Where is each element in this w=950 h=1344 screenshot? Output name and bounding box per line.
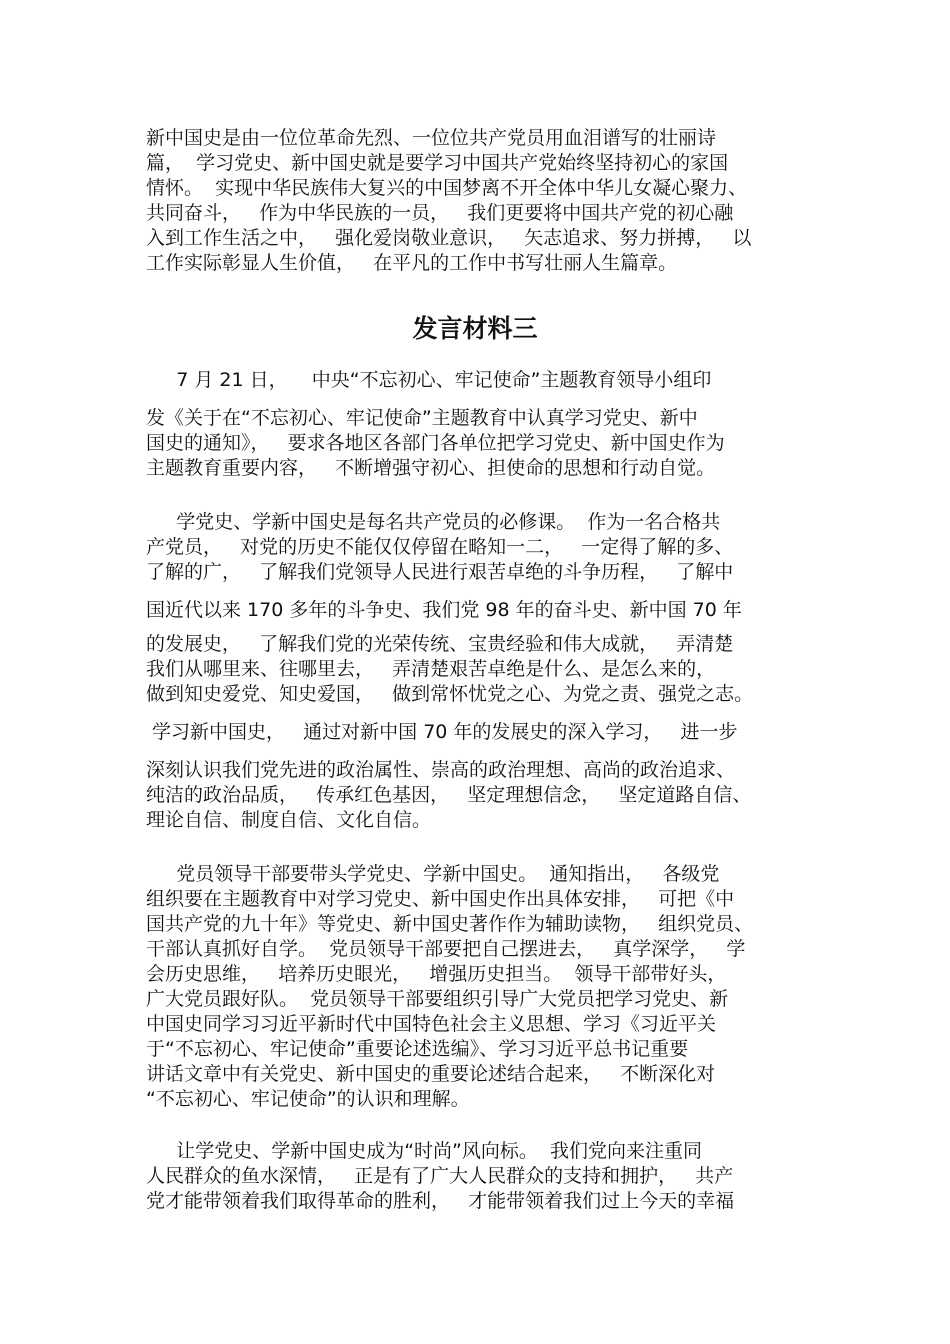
text-line: 中国史同学习习近平新时代中国特色社会主义思想、学习《习近平关 [146, 1013, 717, 1035]
text-line: 共同奋斗， 作为中华民族的一员， 我们更要将中国共产党的初心融 [146, 202, 734, 224]
text-line: 于“不忘初心、牢记使命”重要论述选编》、学习习近平总书记重要 [146, 1038, 689, 1060]
text-line: 国共产党的九十年》等党史、新中国史著作作为辅助读物， 组织党员、 [146, 913, 754, 935]
text-line: 国近代以来 170 多年的斗争史、我们党 98 年的奋斗史、新中国 70 年 [146, 599, 742, 621]
text-line: 理论自信、制度自信、文化自信。 [146, 809, 432, 831]
text-line: 纯洁的政治品质， 传承红色基因， 坚定理想信念， 坚定道路自信、 [146, 784, 752, 806]
text-line: 主题教育重要内容， 不断增强守初心、担使命的思想和行动自觉。 [146, 457, 716, 479]
text-line: 新中国史是由一位位革命先烈、一位位共产党员用血泪谱写的壮丽诗 [146, 127, 717, 149]
text-line: 入到工作生活之中， 强化爱岗敬业意识， 矢志追求、努力拼搏， 以 [146, 227, 752, 249]
text-line: 工作实际彰显人生价值， 在平凡的工作中书写壮丽人生篇章。 [146, 252, 678, 274]
text-line: 我们从哪里来、往哪里去， 弄清楚艰苦卓绝是什么、是怎么来的， [146, 658, 716, 680]
text-line: 人民群众的鱼水深情， 正是有了广大人民群众的支持和拥护， 共产 [146, 1165, 734, 1187]
text-line: 讲话文章中有关党史、新中国史的重要论述结合起来， 不断深化对 [146, 1063, 716, 1085]
section-heading: 发言材料三 [412, 314, 538, 343]
text-line: 做到知史爱党、知史爱国， 做到常怀忧党之心、为党之责、强党之志。 [146, 683, 754, 705]
text-line: 发《关于在“不忘初心、牢记使命”主题教育中认真学习党史、新中 [146, 407, 698, 429]
text-line: 篇， 学习党史、新中国史就是要学习中国共产党始终坚持初心的家国 [146, 152, 729, 174]
text-line: 党员领导干部要带头学党史、学新中国史。 通知指出， 各级党 [146, 863, 720, 885]
text-line: 会历史思维， 培养历史眼光， 增强历史担当。 领导干部带好头， [146, 963, 727, 985]
text-line: 的发展史， 了解我们党的光荣传统、宝贵经验和伟大成就， 弄清楚 [146, 633, 734, 655]
text-line: 干部认真抓好自学。 党员领导干部要把自己摆进去， 真学深学， 学 [146, 938, 746, 960]
text-line: 组织要在主题教育中对学习党史、新中国史作出具体安排， 可把《中 [146, 888, 735, 910]
text-line: 了解的广， 了解我们党领导人民进行艰苦卓绝的斗争历程， 了解中 [146, 561, 734, 583]
text-line: 学党史、学新中国史是每名共产党员的必修课。 作为一名合格共 [146, 511, 721, 533]
text-line: 7 月 21 日， 中央“不忘初心、牢记使命”主题教育领导小组印 [146, 369, 712, 391]
text-line: 产党员， 对党的历史不能仅仅停留在略知一二， 一定得了解的多、 [146, 536, 734, 558]
text-line: 让学党史、学新中国史成为“时尚”风向标。 我们党向来注重同 [146, 1140, 702, 1162]
text-line: “不忘初心、牢记使命”的认识和理解。 [146, 1088, 470, 1110]
text-line: 国史的通知》， 要求各地区各部门各单位把学习党史、新中国史作为 [146, 432, 725, 454]
text-line: 学习新中国史， 通过对新中国 70 年的发展史的深入学习， 进一步 [146, 721, 738, 743]
text-line: 党才能带领着我们取得革命的胜利， 才能带领着我们过上今天的幸福 [146, 1190, 735, 1212]
text-line: 深刻认识我们党先进的政治属性、崇高的政治理想、高尚的政治追求、 [146, 759, 736, 781]
text-line: 情怀。 实现中华民族伟大复兴的中国梦离不开全体中华儿女凝心聚力、 [146, 177, 748, 199]
text-line: 广大党员跟好队。 党员领导干部要组织引导广大党员把学习党史、新 [146, 988, 729, 1010]
